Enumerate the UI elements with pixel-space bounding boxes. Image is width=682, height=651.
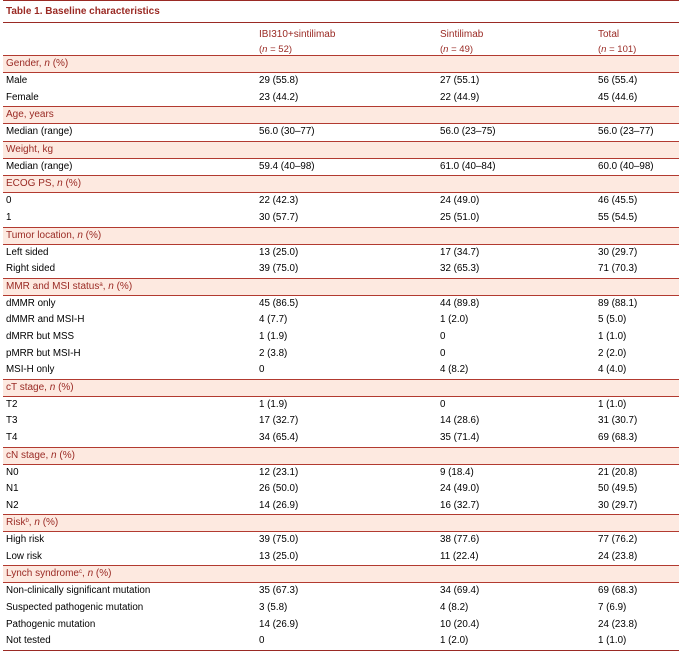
cell-value: 4 (7.7) [259,314,288,326]
table-row [3,329,679,346]
section-header: cT stage, n (%) [3,379,679,397]
cell-value: 22 (42.3) [259,195,299,207]
row-label: pMRR but MSI-H [6,347,81,359]
table-title: Table 1. Baseline characteristics [3,0,679,23]
cell-value: 17 (32.7) [259,415,299,427]
table-row [3,261,679,278]
cell-value: 2 (3.8) [259,347,288,359]
table-row [3,397,679,414]
cell-value: 39 (75.0) [259,263,299,275]
table-row [3,413,679,430]
cell-value: 4 (8.2) [440,602,469,614]
cell-value: 9 (18.4) [440,466,474,478]
cell-value: 1 (1.0) [598,635,627,647]
section-header: cN stage, n (%) [3,447,679,465]
cell-value: 13 (25.0) [259,246,299,258]
cell-value: 35 (67.3) [259,585,299,597]
row-label: Left sided [6,246,49,258]
cell-value: 10 (20.4) [440,618,480,630]
section-header: Lynch syndrome$^c$, n (%) [3,565,679,583]
table-row [3,549,679,566]
table-row [3,159,679,176]
table-row [3,124,679,141]
section-header: Age, years [3,106,679,124]
column-n: (n = 52) [259,44,293,55]
row-label: Low risk [6,550,42,562]
table-body [3,55,679,650]
cell-value: 38 (77.6) [440,534,480,546]
section-header: Risk$^b$, n (%) [3,514,679,532]
table-row [3,633,679,650]
cell-value: 31 (30.7) [598,415,638,427]
cell-value: 0 [440,398,446,410]
column-n: (n = 101) [598,44,637,55]
cell-value: 14 (26.9) [259,499,299,511]
cell-value: 24 (49.0) [440,483,480,495]
cell-value: 30 (57.7) [259,211,299,223]
section-header: ECOG PS, n (%) [3,175,679,193]
row-label: dMRR but MSS [6,330,75,342]
table-row [3,312,679,329]
column-label: Total [598,29,620,40]
cell-value: 0 [440,347,446,359]
table-row [3,481,679,498]
cell-value: 30 (29.7) [598,499,638,511]
cell-value: 26 (50.0) [259,483,299,495]
row-label: T3 [6,415,18,427]
section-header: MMR and MSI status$^a$, n (%) [3,278,679,296]
column-header-row [3,23,679,55]
cell-value: 30 (29.7) [598,246,638,258]
table-row [3,583,679,600]
table-row [3,346,679,363]
cell-value: 55 (54.5) [598,211,638,223]
cell-value: 71 (70.3) [598,263,638,275]
cell-value: 61.0 (40–84) [440,160,496,172]
cell-value: 21 (20.8) [598,466,638,478]
cell-value: 4 (8.2) [440,364,469,376]
cell-value: 89 (88.1) [598,297,638,309]
column-header-sintilimab [440,27,483,57]
cell-value: 16 (32.7) [440,499,480,511]
row-label: dMMR only [6,297,56,309]
cell-value: 1 (1.9) [259,398,288,410]
cell-value: 56.0 (23–77) [598,126,654,138]
cell-value: 1 (1.0) [598,398,627,410]
cell-value: 77 (76.2) [598,534,638,546]
cell-value: 27 (55.1) [440,75,480,86]
table-row [3,210,679,227]
row-label: 1 [6,211,12,223]
row-label: Non-clinically significant mutation [6,585,151,597]
cell-value: 44 (89.8) [440,297,480,309]
cell-value: 56.0 (23–75) [440,126,496,138]
cell-value: 69 (68.3) [598,585,638,597]
cell-value: 50 (49.5) [598,483,638,495]
row-label: 0 [6,195,12,207]
row-label: N0 [6,466,19,478]
cell-value: 3 (5.8) [259,602,288,614]
cell-value: 35 (71.4) [440,431,480,443]
table-row [3,600,679,617]
cell-value: 46 (45.5) [598,195,638,207]
cell-value: 22 (44.9) [440,91,480,103]
cell-value: 0 [259,635,265,647]
column-n: (n = 49) [440,44,474,55]
table-row [3,193,679,210]
row-label: N1 [6,483,19,495]
cell-value: 14 (26.9) [259,618,299,630]
column-label: IBI310+sintilimab [259,29,336,40]
table-row [3,617,679,634]
column-header-total [598,27,636,57]
cell-value: 24 (23.8) [598,550,638,562]
section-header: Weight, kg [3,141,679,159]
row-label: Not tested [6,635,51,647]
row-label: N2 [6,499,19,511]
column-header-ibi310 [259,27,335,57]
cell-value: 56.0 (30–77) [259,126,315,138]
row-label: T2 [6,398,18,410]
cell-value: 23 (44.2) [259,91,299,103]
row-label: Median (range) [6,160,73,172]
table-row [3,532,679,549]
section-header: Gender, n (%) [3,55,679,73]
row-label: MSI-H only [6,364,55,376]
cell-value: 45 (86.5) [259,297,299,309]
cell-value: 39 (75.0) [259,534,299,546]
table-row [3,362,679,379]
row-label: High risk [6,534,45,546]
table-row [3,465,679,482]
cell-value: 45 (44.6) [598,91,638,103]
cell-value: 12 (23.1) [259,466,299,478]
cell-value: 32 (65.3) [440,263,480,275]
cell-value: 14 (28.6) [440,415,480,427]
cell-value: 24 (49.0) [440,195,480,207]
cell-value: 17 (34.7) [440,246,480,258]
table-row [3,73,679,90]
cell-value: 2 (2.0) [598,347,627,359]
row-label: Suspected pathogenic mutation [6,602,144,614]
cell-value: 4 (4.0) [598,364,627,376]
row-label: T4 [6,431,18,443]
table-row [3,245,679,262]
cell-value: 59.4 (40–98) [259,160,315,172]
baseline-table [3,0,679,651]
cell-value: 34 (65.4) [259,431,299,443]
cell-value: 24 (23.8) [598,618,638,630]
cell-value: 60.0 (40–98) [598,160,654,172]
row-label: Female [6,91,39,103]
row-label: Median (range) [6,126,73,138]
cell-value: 69 (68.3) [598,431,638,443]
row-label: Right sided [6,263,56,275]
table-row [3,296,679,313]
cell-value: 1 (1.9) [259,330,288,342]
cell-value: 7 (6.9) [598,602,627,614]
cell-value: 13 (25.0) [259,550,299,562]
table-row [3,90,679,107]
cell-value: 0 [440,330,446,342]
cell-value: 0 [259,364,265,376]
cell-value: 11 (22.4) [440,550,479,562]
cell-value: 56 (55.4) [598,75,638,86]
cell-value: 1 (2.0) [440,635,469,647]
table-row [3,430,679,447]
column-label: Sintilimab [440,29,484,40]
cell-value: 5 (5.0) [598,314,627,326]
cell-value: 1 (2.0) [440,314,469,326]
table-row [3,498,679,515]
cell-value: 29 (55.8) [259,75,299,86]
row-label: Pathogenic mutation [6,618,96,630]
row-label: Male [6,75,28,86]
row-label: dMMR and MSI-H [6,314,85,326]
cell-value: 34 (69.4) [440,585,480,597]
cell-value: 1 (1.0) [598,330,627,342]
cell-value: 25 (51.0) [440,211,480,223]
section-header: Tumor location, n (%) [3,227,679,245]
